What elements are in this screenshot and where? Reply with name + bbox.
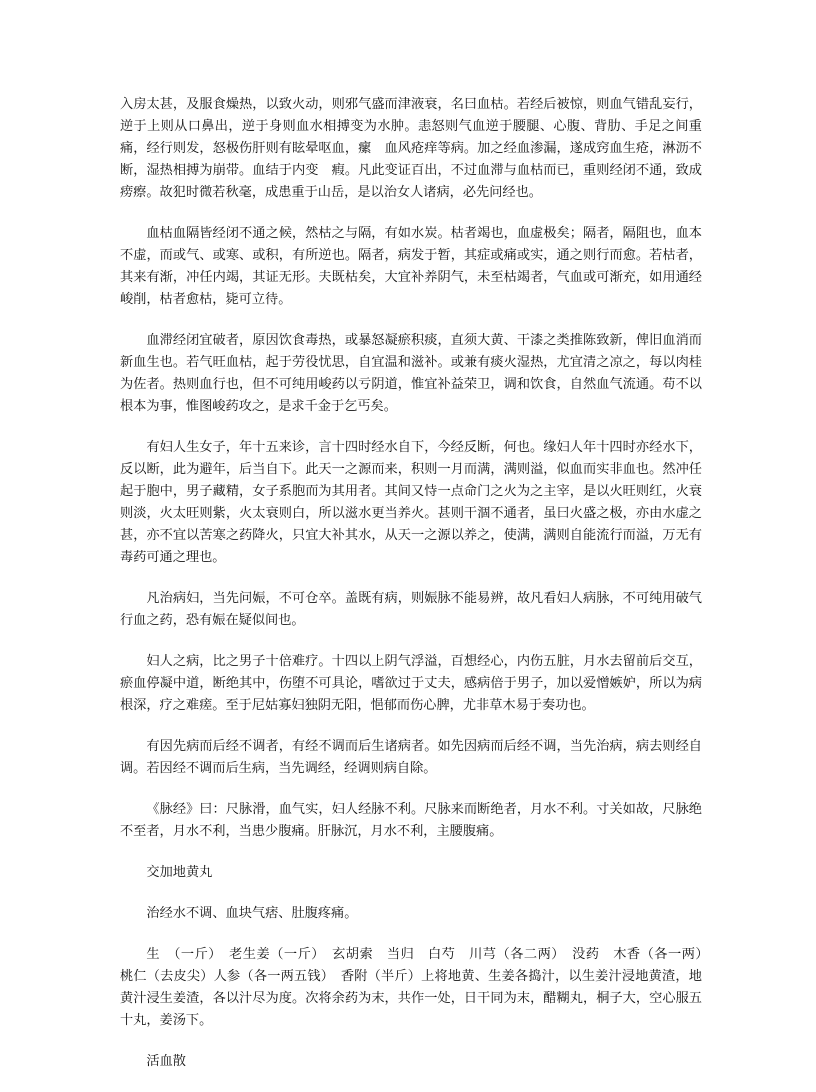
paragraph-pulse-classic-quote: 《脉经》曰：尺脉滑，血气实，妇人经脉不利。尺脉来而断绝者，月水不利。寸关如故，尺脉绝不至者，月水不利，当患少腹痛。肝脉沉，月水不利，主腰腹痛。: [120, 802, 702, 839]
formula-title-jiaojia-dihuang-wan: 交加地黄丸: [146, 865, 213, 880]
document-page: [120, 94, 716, 1092]
paragraph-illness-and-menses-order: 有因先病而后经不调者，有经不调而后生诸病者。如先因病而后经不调，当先治病，病去则经自调。若因经不调而后生病，当先调经，经调则病自除。: [120, 739, 702, 776]
formula-title-huoxue-san: 活血散: [146, 1054, 186, 1069]
formula-indication: 治经水不调、血块气痞、肚腹疼痛。: [146, 906, 358, 921]
paragraph-blood-dryness-causes: 入房太甚，及服食燥热，以致火动，则邪气盛而津液衰，名曰血枯。若经后被惊，则血气错乱妄行，逆于上则从口鼻出，逆于身则血水相搏变为水肿。恚怒则气血逆于腰腿、心腹、背肋、手足之间重痛，经行则发，怒极伤肝则有眩晕呕血，瘰 血风疮痒等病。加之经血渗漏，遂成窍血生疮，淋沥不断，湿热相搏为崩带。血结于内变 瘕。凡此变证百出，不过血滞与血枯而已，重则经闭不通，致成痨瘵。故犯时微若秋毫，成患重于山岳，是以治女人诸病，必先问经也。: [120, 97, 702, 200]
paragraph-ask-pregnancy: 凡治病妇，当先问娠，不可仓卒。盖既有病，则娠脉不能易辨，故凡看妇人病脉，不可纯用破气行血之药，恐有娠在疑似间也。: [120, 591, 702, 628]
paragraph-dryness-vs-obstruction: 血枯血隔皆经闭不通之候，然枯之与隔，有如水炭。枯者竭也，血虚极矣；隔者，隔阻也，血本不虚，而或气、或寒、或积，有所逆也。隔者，病发于暂，其症或痛或实，通之则行而愈。若枯者，其来有渐，冲任内竭，其证无形。夫既枯矣，大宜补养阴气，未至枯竭者，气血或可渐充，如用通经峻削，枯者愈枯，毙可立待。: [120, 226, 702, 307]
formula-ingredients-preparation: 生 （一斤） 老生姜（一斤） 玄胡索 当归 白芍 川芎（各二两） 没药 木香（各一两） 桃仁（去皮尖）人参（各一两五钱） 香附（半斤）上将地黄、生姜各捣汁，以生姜汁浸地黄渣，地黄汁浸生姜渣，各以汁尽为度。次将余药为末，共作一处，日干同为末，醋糊丸，桐子大，空心服五十丸，姜汤下。: [120, 947, 716, 1028]
paragraph-case-girl-fifteen: 有妇人生女子，年十五来诊，言十四时经水自下，今经反断，何也。缘妇人年十四时亦经水下，反以断，此为避年，后当自下。此天一之源而来，积则一月而满，满则溢，似血而实非血也。然冲任起于胞中，男子藏精，女子系胞而为其用者。其间又恃一点命门之火为之主宰，是以火旺则红，火衰则淡，火太旺则紫，火太衰则白，所以滋水更当养火。甚则干涸不通者，虽曰火盛之极，亦由水虚之甚，亦不宜以苦寒之药降火，只宜大补其水，从天一之源以养之，使满，满则自能流行而溢，万无有毒药可通之理也。: [120, 440, 702, 565]
paragraph-women-harder-to-treat: 妇人之病，比之男子十倍难疗。十四以上阴气浮溢，百想经心，内伤五脏，月水去留前后交互，瘀血停凝中道，断绝其中，伤堕不可具论，嗜欲过于丈夫，感病倍于男子，加以爱憎嫉妒，所以为病根深，疗之难瘥。至于尼姑寡妇独阴无阳，悒郁而伤心脾，尤非草木易于奏功也。: [120, 654, 702, 713]
paragraph-stagnation-treatment: 血滞经闭宜破者，原因饮食毒热，或暴怒凝瘀积痰，直须大黄、干漆之类推陈致新，俾旧血消而新血生也。若气旺血枯，起于劳役忧思，自宜温和滋补。或兼有痰火湿热，尤宜清之凉之，每以肉桂为佐者。热则血行也，但不可纯用峻药以亏阴道，惟宜补益荣卫，调和饮食，自然血气流通。苟不以根本为事，惟图峻药攻之，是求千金于乞丐矣。: [120, 333, 702, 414]
